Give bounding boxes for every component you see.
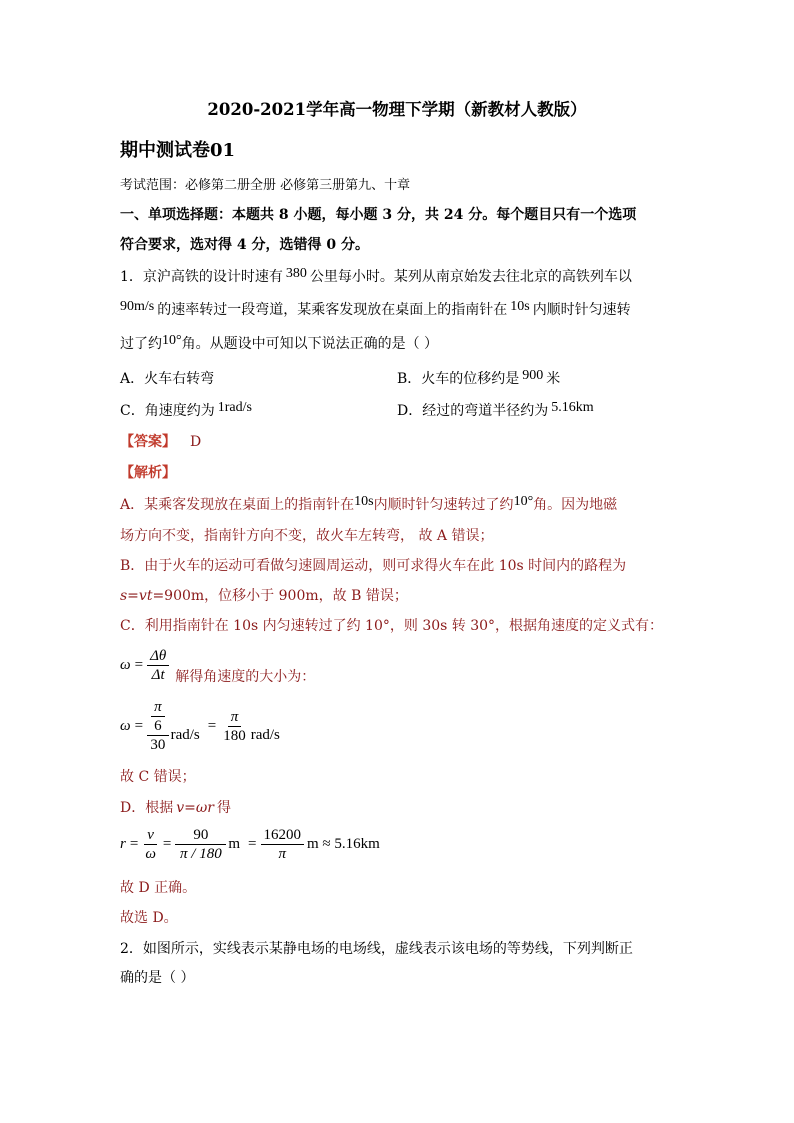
analysis-final: 故选 D。 bbox=[120, 910, 178, 926]
analysis-text: 解得角速度的大小为： bbox=[175, 669, 316, 685]
option-c-value: 1rad/s bbox=[217, 400, 252, 415]
question-1-line1 bbox=[120, 266, 632, 286]
option-b bbox=[397, 368, 560, 388]
formula-symbol: = bbox=[207, 717, 217, 734]
fraction-denominator: 180 bbox=[223, 727, 246, 744]
analysis-d-conclusion: 故 D 正确。 bbox=[120, 880, 197, 896]
answer-label: 【答案】 bbox=[120, 434, 176, 450]
question-2-line2: 确的是（ ） bbox=[120, 970, 195, 986]
q1-speed-value: 380 bbox=[285, 266, 307, 281]
option-d-text: D．经过的弯道半径约为 bbox=[397, 403, 549, 419]
answer-value: D bbox=[190, 434, 202, 450]
formula-symbol: = bbox=[162, 836, 172, 852]
formula-symbol: = bbox=[129, 836, 139, 852]
q1-angle-value: 10° bbox=[162, 333, 182, 348]
q1-text: 内顺时针匀速转 bbox=[532, 302, 631, 318]
analysis-a-line1 bbox=[120, 494, 617, 514]
analysis-text: D．根据 bbox=[120, 800, 174, 816]
analysis-a-line2: 场方向不变，指南针方向不变，故火车左转弯， 故 A 错误； bbox=[120, 528, 494, 544]
analysis-text: 角。因为地磁 bbox=[533, 497, 618, 513]
fraction-denominator: π / 180 bbox=[180, 846, 222, 862]
analysis-text: A．某乘客发现放在桌面上的指南针在 bbox=[120, 497, 355, 513]
fraction bbox=[220, 708, 249, 745]
analysis-label bbox=[120, 462, 176, 482]
option-c-text: C．角速度约为 bbox=[120, 403, 215, 419]
document-subtitle: 期中测试卷01 bbox=[120, 140, 236, 161]
analysis-angle-value: 10° bbox=[513, 494, 534, 509]
analysis-text: =900m，位移小于 900m，故 B 错误； bbox=[152, 588, 408, 604]
answer-line bbox=[120, 431, 201, 451]
formula-angular-velocity-value bbox=[120, 698, 280, 754]
document-title: 2020-2021学年高一物理下学期（新教材人教版） bbox=[207, 100, 587, 119]
formula-symbol: = bbox=[248, 836, 257, 852]
fraction-denominator: 30 bbox=[150, 737, 166, 753]
analysis-b-line2 bbox=[120, 585, 408, 605]
fraction-numerator: 90 bbox=[175, 826, 226, 845]
fraction-compound bbox=[147, 698, 169, 754]
q1-text: 1．京沪高铁的设计时速有 bbox=[120, 269, 283, 285]
fraction-numerator bbox=[147, 698, 169, 736]
q1-text: 角。从题设中可知以下说法正确的是（ ） bbox=[181, 336, 439, 352]
analysis-d-line1 bbox=[120, 797, 231, 817]
analysis-c-line1: C．利用指南针在 10s 内匀速转过了约 10°，则 30s 转 30°，根据角速度的定义式有： bbox=[120, 618, 664, 634]
analysis-b-line1: B．由于火车的运动可看做匀速圆周运动，则可求得火车在此 10s 时间内的路程为 bbox=[120, 558, 627, 574]
fraction-denominator: 6 bbox=[154, 718, 162, 734]
fraction-denominator: π bbox=[278, 846, 287, 862]
analysis-text: 得 bbox=[216, 800, 231, 816]
formula-symbol: = bbox=[134, 656, 144, 673]
fraction bbox=[261, 826, 305, 863]
option-b-unit: 米 bbox=[546, 371, 561, 387]
formula-symbol: r bbox=[120, 836, 126, 852]
formula-result: m ≈ 5.16km bbox=[307, 836, 380, 852]
option-b-text: B．火车的位移约是 bbox=[397, 371, 520, 387]
analysis-c-conclusion: 故 C 错误； bbox=[120, 769, 196, 785]
q1-velocity-value: 90m/s bbox=[120, 299, 155, 314]
option-c bbox=[120, 400, 252, 420]
formula-angular-velocity-definition bbox=[120, 644, 315, 686]
formula-symbol: = bbox=[134, 717, 144, 734]
question-1-line3 bbox=[120, 333, 438, 353]
option-a: A．火车右转弯 bbox=[120, 371, 215, 387]
fraction-inner bbox=[151, 698, 165, 735]
q1-text: 公里每小时。某列从南京始发去往北京的高铁列车以 bbox=[309, 269, 632, 285]
analysis-text: 内顺时针匀速转过了约 bbox=[373, 497, 514, 513]
option-b-value: 900 bbox=[522, 368, 544, 383]
analysis-label-text: 【解析】 bbox=[120, 465, 176, 481]
q1-text: 过了约 bbox=[120, 336, 162, 352]
fraction-numerator: Δθ bbox=[147, 647, 169, 666]
section-heading-line2: 符合要求，选对得 4 分，选错得 0 分。 bbox=[120, 237, 369, 253]
analysis-formula-svt: s=vt bbox=[120, 588, 153, 604]
exam-scope: 考试范围：必修第二册全册 必修第三册第九、十章 bbox=[120, 178, 411, 193]
fraction bbox=[175, 826, 226, 863]
q1-time-value: 10s bbox=[510, 299, 530, 314]
question-1-line2 bbox=[120, 299, 631, 319]
formula-symbol: ω bbox=[120, 656, 131, 673]
question-2-line1: 2．如图所示，实线表示某静电场的电场线，虚线表示该电场的等势线，下列判断正 bbox=[120, 941, 633, 957]
fraction bbox=[147, 647, 169, 684]
formula-unit: rad/s bbox=[250, 726, 280, 743]
formula-unit: m bbox=[228, 836, 241, 852]
q1-text: 的速率转过一段弯道，某乘客发现放在桌面上的指南针在 bbox=[157, 302, 508, 318]
fraction-numerator: v bbox=[144, 826, 157, 845]
option-d-value: 5.16km bbox=[551, 400, 594, 415]
fraction bbox=[142, 826, 159, 863]
fraction-denominator: Δt bbox=[151, 666, 165, 683]
analysis-time-value: 10s bbox=[354, 494, 374, 509]
section-heading-line1: 一、单项选择题：本题共 8 小题，每小题 3 分，共 24 分。每个题目只有一个选项 bbox=[120, 207, 637, 223]
fraction-numerator: π bbox=[228, 708, 242, 727]
fraction-denominator: ω bbox=[145, 846, 156, 862]
formula-radius bbox=[120, 826, 380, 863]
fraction-numerator: 16200 bbox=[261, 826, 305, 845]
formula-symbol: ω bbox=[120, 717, 131, 734]
formula-unit: rad/s bbox=[170, 726, 200, 743]
option-d bbox=[397, 400, 594, 420]
fraction-numerator: π bbox=[151, 698, 165, 717]
analysis-formula-vwr: v=ωr bbox=[176, 800, 214, 816]
